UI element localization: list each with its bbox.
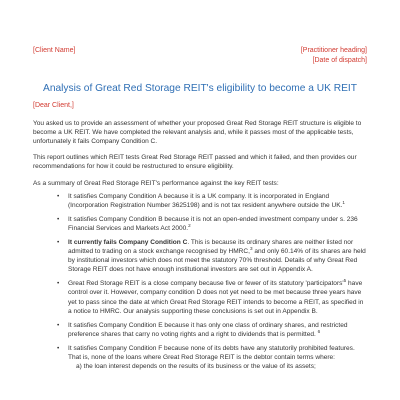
footnote-ref[interactable]: 6 xyxy=(317,328,321,334)
footnote-ref[interactable]: 1 xyxy=(342,199,345,205)
reit-tests-list xyxy=(33,192,367,371)
bullet-icon: • xyxy=(57,344,60,352)
sub-list-item: a) the loan interest depends on the results of its business or the value of its assets; xyxy=(76,362,316,370)
bullet-icon: • xyxy=(57,321,60,329)
bullet-icon: • xyxy=(57,280,60,288)
outline-paragraph: This report outlines which REIT tests Great Red Storage REIT passed and which it failed, and then provides our recommendations for how it could be restructured to ensure eligibility. xyxy=(33,154,357,171)
list-item-text: It satisfies Company Condition B because it is not an open-ended investment company under s. 236 Financial Services and Markets Act 2000. xyxy=(68,215,358,232)
list-item-text: Great Red Storage REIT is a close company because five or fewer of its statutory 'participators' xyxy=(68,280,344,288)
list-item-text: . This is because its ordinary shares are neither listed nor admitted to trading on a stock exchange recognised by HMRC, xyxy=(68,238,354,255)
list-item xyxy=(57,238,367,275)
footnote-ref[interactable]: 5 xyxy=(343,277,347,283)
list-item xyxy=(57,192,367,210)
bullet-icon: • xyxy=(57,238,60,246)
footnote-ref[interactable]: 2 xyxy=(188,222,191,228)
salutation-placeholder: [Dear Client,] xyxy=(33,102,74,109)
bullet-icon: • xyxy=(57,192,60,200)
summary-paragraph: As a summary of Great Red Storage REIT's performance against the key REIT tests: xyxy=(33,179,279,187)
date-of-dispatch-placeholder: [Date of dispatch] xyxy=(312,56,367,64)
list-item xyxy=(57,215,367,233)
list-item xyxy=(57,344,367,372)
letter-header xyxy=(33,46,367,65)
list-item-text-continued: and only 60.14% of its shares are held by institutional investors which does not meet the statutory 70% threshold. Details of why Great Red Storage REIT does not have enough institutional investors are set out in Appendix A. xyxy=(68,247,366,274)
bullet-icon: • xyxy=(57,215,60,223)
client-name-placeholder: [Client Name] xyxy=(33,47,76,54)
fail-statement: It currently fails Company Condition C xyxy=(68,238,188,246)
header-right-block xyxy=(301,46,367,65)
list-item xyxy=(57,321,367,339)
intro-paragraph: You asked us to provide an assessment of whether your proposed Great Red Storage REIT structure is eligible to become a UK REIT. We have completed the relevant analysis and, while it passes most of the applicable tests, unfortunately it fails Company Condition C. xyxy=(33,119,362,145)
footnote-ref[interactable]: 3 xyxy=(249,245,253,251)
document-title: Analysis of Great Red Storage REIT's eligibility to become a UK REIT xyxy=(43,83,357,94)
practitioner-heading-placeholder: [Practitioner heading] xyxy=(300,47,367,54)
list-item xyxy=(57,277,367,316)
list-item-text: It satisfies Company Condition A because it is a UK company. It is incorporated in England (Incorporation Registration Number 3625198) and is not tax resident anywhere outside the UK. xyxy=(68,192,343,209)
list-item-text-continued: have control over it. However, company condition D does not yet need to be met because three years have yet to pass since the date at which Great Red Storage REIT intends to become a REIT, as specified in a notice to HMRC. Our analysis supporting these conclusions is set out in Appendix B. xyxy=(68,280,364,315)
list-item-text: It satisfies Company Condition F because none of its debts have any statutorily prohibited features. That is, none of the loans where Great Red Storage REIT is the debtor contain terms where: xyxy=(68,344,355,361)
list-item-text: It satisfies Company Condition E because it has only one class of ordinary shares, and restricted preference shares that carry no voting rights and a right to dividends that is permitted. xyxy=(68,321,348,338)
